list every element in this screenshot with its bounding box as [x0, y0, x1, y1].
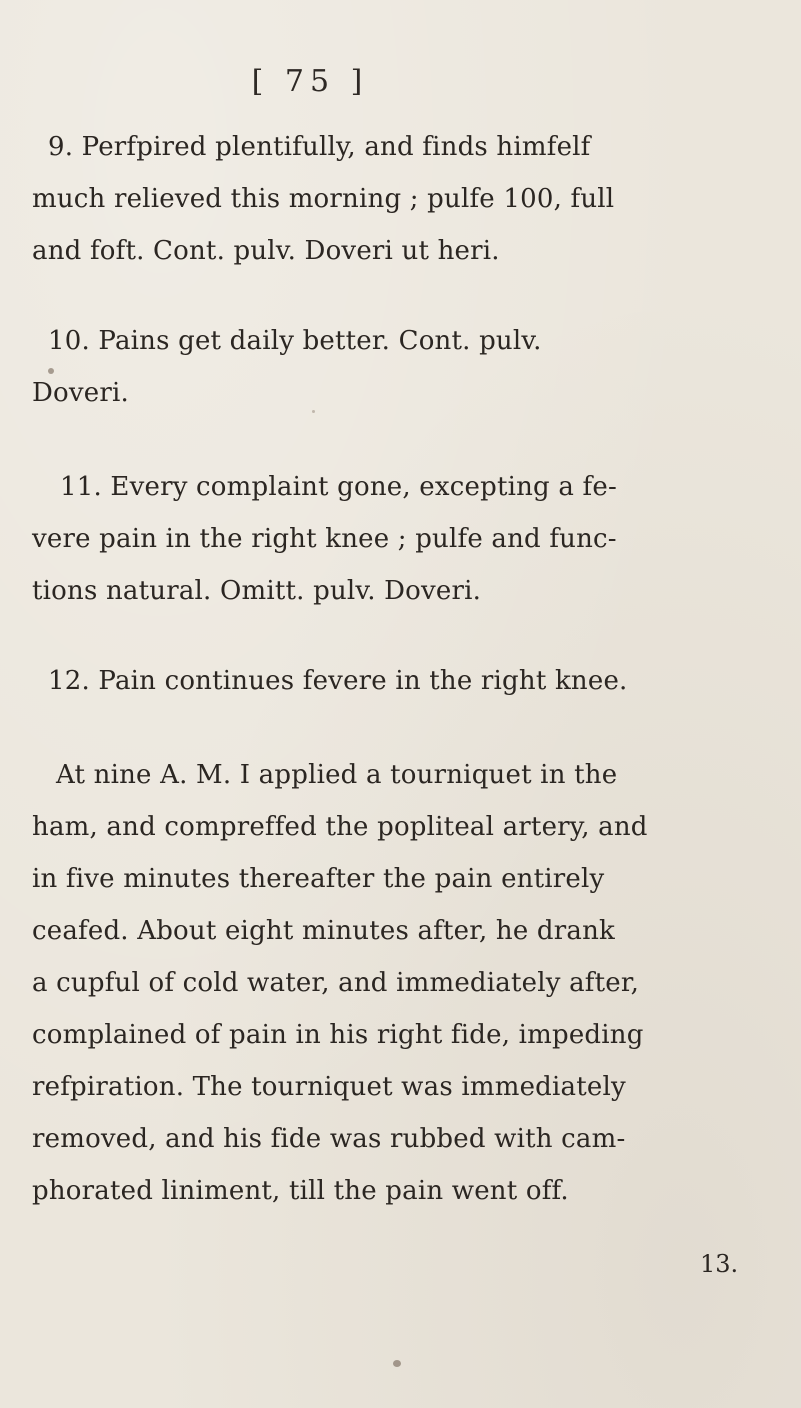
paragraph-1-line-1: 9. Perfpired plentifully, and finds himfelf [48, 132, 591, 162]
paragraph-2-line-2: Doveri. [32, 378, 129, 408]
paragraph-4-line-1: 12. Pain continues fevere in the right knee. [48, 666, 628, 696]
paragraph-5-line-9: phorated liniment, till the pain went off. [32, 1176, 569, 1206]
paragraph-3-line-2: vere pain in the right knee ; pulfe and func- [32, 524, 617, 554]
paragraph-5-line-5: a cupful of cold water, and immediately after, [32, 968, 640, 998]
paragraph-5-line-8: removed, and his fide was rubbed with cam- [32, 1124, 626, 1154]
paragraph-5-line-2: ham, and compreffed the popliteal artery, and [32, 812, 648, 842]
paragraph-5-line-6: complained of pain in his right fide, impeding [32, 1020, 644, 1050]
paragraph-2-line-1: 10. Pains get daily better. Cont. pulv. [48, 326, 542, 356]
paragraph-5-line-7: refpiration. The tourniquet was immediately [32, 1072, 626, 1102]
paragraph-5-line-3: in five minutes thereafter the pain entirely [32, 864, 605, 894]
paragraph-5-line-1: At nine A. M. I applied a tourniquet in the [56, 760, 618, 790]
paper-speck [393, 1360, 401, 1367]
paper-speck [312, 410, 315, 413]
catchword: 13. [700, 1250, 739, 1278]
paragraph-3-line-1: 11. Every complaint gone, excepting a fe- [60, 472, 617, 502]
paragraph-1-line-2: much relieved this morning ; pulfe 100, full [32, 184, 615, 214]
paper-speck [48, 368, 54, 374]
paragraph-1-line-3: and foft. Cont. pulv. Doveri ut heri. [32, 236, 500, 266]
paragraph-3-line-3: tions natural. Omitt. pulv. Doveri. [32, 576, 482, 606]
page-number-header: [ 75 ] [251, 64, 369, 99]
paragraph-5-line-4: ceafed. About eight minutes after, he drank [32, 916, 615, 946]
